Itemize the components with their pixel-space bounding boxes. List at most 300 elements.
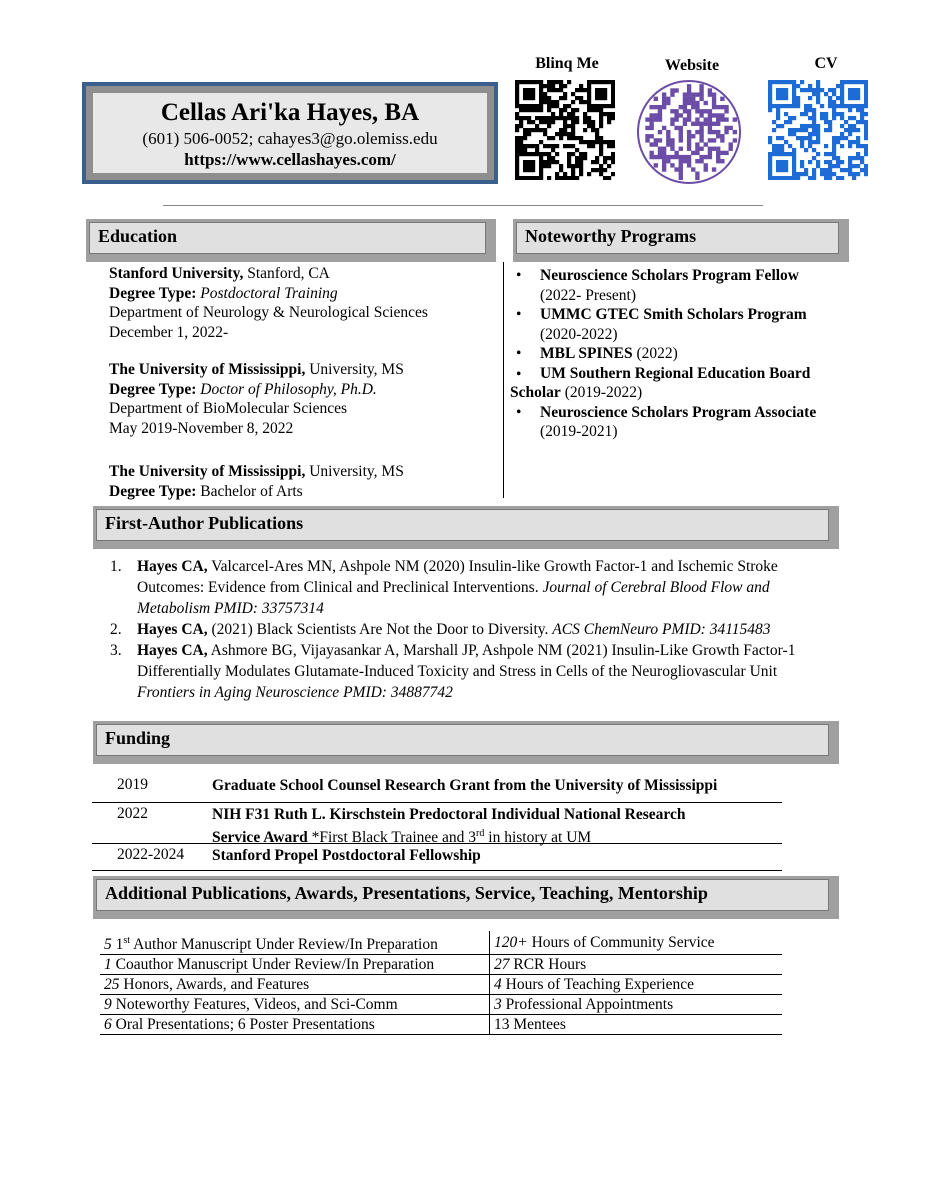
qr-module	[772, 148, 776, 152]
qr-module	[708, 109, 712, 113]
qr-module	[547, 164, 551, 168]
qr-module	[539, 84, 543, 88]
qr-module	[591, 108, 595, 112]
qr-module	[699, 155, 703, 159]
qr-module	[768, 100, 772, 104]
qr-module	[712, 167, 716, 171]
qr-module	[788, 104, 792, 108]
qr-module	[674, 155, 678, 159]
qr-module	[852, 140, 856, 144]
qr-module	[535, 148, 539, 152]
qr-module	[547, 84, 551, 88]
qr-module	[792, 164, 796, 168]
qr-module	[699, 113, 703, 117]
qr-module	[704, 155, 708, 159]
qr-module	[679, 113, 683, 117]
qr-module	[575, 136, 579, 140]
qr-module	[527, 128, 531, 132]
qr-module	[864, 172, 868, 176]
qr-module	[579, 84, 583, 88]
qr-module	[571, 100, 575, 104]
qr-module	[848, 164, 852, 168]
qr-module	[567, 104, 571, 108]
qr-module	[658, 147, 662, 151]
qr-module	[708, 113, 712, 117]
qr-code-website[interactable]	[637, 80, 741, 184]
qr-module	[527, 144, 531, 148]
qr-module	[559, 168, 563, 172]
qr-module	[591, 160, 595, 164]
qr-module	[579, 136, 583, 140]
qr-module	[531, 176, 535, 180]
qr-module	[611, 80, 615, 84]
qr-module	[579, 96, 583, 100]
qr-module	[611, 144, 615, 148]
qr-module	[571, 124, 575, 128]
table-row: 6 Oral Presentations; 6 Poster Presentations 13 Mentees	[100, 1015, 782, 1035]
qr-module	[724, 105, 728, 109]
qr-module	[812, 140, 816, 144]
qr-module	[856, 140, 860, 144]
education-entry: Stanford University, Stanford, CA Degree Type: Postdoctoral Training Department of Neurology & Neurological Sciences December 1, 2022-	[109, 265, 428, 341]
qr-module	[784, 104, 788, 108]
qr-module	[674, 117, 678, 121]
qr-module	[792, 116, 796, 120]
name-card	[82, 82, 498, 184]
qr-module	[848, 156, 852, 160]
qr-module	[579, 140, 583, 144]
qr-module	[699, 138, 703, 142]
table-row: 5 1st Author Manuscript Under Review/In Preparation 120+ Hours of Community Service	[100, 931, 782, 955]
qr-module	[527, 120, 531, 124]
qr-module	[515, 104, 519, 108]
qr-module	[595, 160, 599, 164]
qr-module	[575, 160, 579, 164]
qr-module	[551, 88, 555, 92]
qr-module	[828, 100, 832, 104]
qr-module	[535, 104, 539, 108]
qr-module	[539, 128, 543, 132]
qr-module	[776, 80, 780, 84]
qr-module	[816, 96, 820, 100]
qr-module	[716, 130, 720, 134]
qr-module	[599, 108, 603, 112]
qr-module	[856, 80, 860, 84]
qr-module	[856, 156, 860, 160]
qr-module	[603, 80, 607, 84]
qr-module	[848, 108, 852, 112]
qr-code-cv[interactable]	[768, 80, 868, 180]
qr-module	[575, 156, 579, 160]
qr-module	[836, 160, 840, 164]
qr-module	[587, 172, 591, 176]
qr-module	[796, 136, 800, 140]
qr-module	[768, 160, 772, 164]
qr-code-blinq[interactable]	[515, 80, 615, 180]
qr-module	[523, 80, 527, 84]
qr-module	[776, 116, 780, 120]
qr-module	[679, 172, 683, 176]
qr-module	[836, 96, 840, 100]
qr-module	[607, 116, 611, 120]
qr-module	[712, 130, 716, 134]
qr-module	[683, 109, 687, 113]
qr-module	[792, 100, 796, 104]
qr-module	[776, 96, 780, 100]
qr-module	[864, 96, 868, 100]
qr-module	[683, 117, 687, 121]
qr-module	[816, 92, 820, 96]
qr-module	[816, 164, 820, 168]
qr-module	[848, 88, 852, 92]
qr-module	[864, 112, 868, 116]
qr-module	[860, 104, 864, 108]
qr-module	[666, 159, 670, 163]
qr-module	[695, 147, 699, 151]
qr-module	[519, 116, 523, 120]
qr-module	[864, 168, 868, 172]
qr-module	[543, 84, 547, 88]
qr-module	[768, 104, 772, 108]
qr-module	[539, 104, 543, 108]
qr-module	[812, 156, 816, 160]
qr-module	[539, 108, 543, 112]
qr-module	[848, 116, 852, 120]
qr-module	[712, 113, 716, 117]
qr-module	[519, 108, 523, 112]
list-item: 1. Hayes CA, Valcarcel-Ares MN, Ashpole NM (2020) Insulin-like Growth Factor-1 and Ischemic Stroke Outcomes: Evidence from Clinical and Preclinical Interventions. Journal of Cerebral Blood Flow and Metabolism PMID: 33757314	[110, 558, 778, 617]
qr-module	[515, 156, 519, 160]
qr-module	[559, 80, 563, 84]
qr-module	[563, 116, 567, 120]
qr-module	[780, 148, 784, 152]
qr-module	[679, 155, 683, 159]
qr-module	[712, 105, 716, 109]
qr-module	[704, 167, 708, 171]
qr-module	[515, 112, 519, 116]
qr-module	[840, 112, 844, 116]
qr-module	[551, 156, 555, 160]
qr-module	[599, 168, 603, 172]
qr-module	[683, 155, 687, 159]
qr-module	[832, 140, 836, 144]
qr-module	[780, 92, 784, 96]
qr-module	[515, 100, 519, 104]
list-item: • MBL SPINES (2022)	[516, 345, 678, 362]
qr-module	[563, 108, 567, 112]
qr-module	[840, 100, 844, 104]
qr-module	[595, 88, 599, 92]
qr-module	[792, 176, 796, 180]
qr-module	[583, 120, 587, 124]
qr-module	[687, 147, 691, 151]
qr-module	[571, 152, 575, 156]
qr-module	[812, 112, 816, 116]
qr-module	[543, 152, 547, 156]
qr-module	[607, 176, 611, 180]
qr-module	[611, 152, 615, 156]
qr-module	[852, 128, 856, 132]
qr-module	[804, 128, 808, 132]
qr-module	[539, 172, 543, 176]
qr-module	[716, 134, 720, 138]
qr-module	[856, 96, 860, 100]
qr-module	[555, 172, 559, 176]
table-row: 1 Coauthor Manuscript Under Review/In Preparation 27 RCR Hours	[100, 955, 782, 975]
qr-module	[832, 116, 836, 120]
qr-module	[716, 117, 720, 121]
qr-module	[523, 136, 527, 140]
qr-module	[547, 124, 551, 128]
qr-module	[800, 160, 804, 164]
qr-module	[662, 159, 666, 163]
qr-module	[699, 122, 703, 126]
qr-module	[599, 80, 603, 84]
qr-module	[551, 112, 555, 116]
qr-module	[840, 92, 844, 96]
qr-module	[699, 130, 703, 134]
qr-module	[527, 116, 531, 120]
qr-module	[555, 160, 559, 164]
qr-module	[776, 136, 780, 140]
qr-module	[649, 105, 653, 109]
qr-module	[824, 176, 828, 180]
qr-module	[808, 88, 812, 92]
qr-module	[603, 96, 607, 100]
qr-module	[712, 97, 716, 101]
qr-module	[559, 112, 563, 116]
qr-module	[515, 172, 519, 176]
qr-module	[840, 144, 844, 148]
qr-module	[824, 116, 828, 120]
qr-module	[658, 117, 662, 121]
qr-module	[828, 152, 832, 156]
qr-module	[784, 176, 788, 180]
qr-module	[603, 168, 607, 172]
qr-module	[724, 130, 728, 134]
qr-module	[704, 101, 708, 105]
qr-module	[699, 97, 703, 101]
qr-module	[864, 88, 868, 92]
qr-module	[695, 101, 699, 105]
qr-module	[852, 116, 856, 120]
qr-module	[515, 140, 519, 144]
qr-module	[591, 144, 595, 148]
qr-module	[539, 96, 543, 100]
qr-module	[836, 140, 840, 144]
qr-module	[792, 92, 796, 96]
publications-list	[110, 556, 810, 703]
qr-module	[848, 132, 852, 136]
qr-module	[587, 108, 591, 112]
qr-module	[804, 124, 808, 128]
qr-module	[695, 172, 699, 176]
qr-module	[832, 148, 836, 152]
qr-module	[535, 108, 539, 112]
qr-module	[519, 144, 523, 148]
qr-module	[796, 128, 800, 132]
qr-module	[583, 88, 587, 92]
qr-module	[591, 120, 595, 124]
qr-module	[515, 84, 519, 88]
qr-module	[531, 80, 535, 84]
qr-module	[563, 172, 567, 176]
website-link[interactable]: https://www.cellashayes.com/	[184, 150, 396, 169]
qr-module	[708, 155, 712, 159]
qr-module	[691, 92, 695, 96]
qr-module	[772, 120, 776, 124]
qr-module	[649, 122, 653, 126]
qr-module	[772, 104, 776, 108]
qr-module	[800, 88, 804, 92]
qr-module	[551, 116, 555, 120]
qr-module	[724, 117, 728, 121]
qr-module	[792, 172, 796, 176]
list-item: • UM Southern Regional Education Board Scholar (2019-2022)	[510, 364, 811, 401]
qr-module	[832, 92, 836, 96]
qr-module	[527, 104, 531, 108]
qr-module	[812, 108, 816, 112]
qr-module	[768, 108, 772, 112]
qr-module	[515, 116, 519, 120]
qr-module	[788, 132, 792, 136]
qr-module	[531, 164, 535, 168]
qr-module	[816, 84, 820, 88]
qr-module	[571, 136, 575, 140]
qr-module	[649, 113, 653, 117]
qr-module	[575, 108, 579, 112]
qr-module	[768, 152, 772, 156]
qr-module	[603, 88, 607, 92]
qr-module	[828, 164, 832, 168]
qr-module	[583, 116, 587, 120]
qr-module	[543, 120, 547, 124]
qr-module	[527, 96, 531, 100]
qr-module	[816, 124, 820, 128]
qr-module	[563, 144, 567, 148]
qr-module	[687, 159, 691, 163]
qr-module	[848, 104, 852, 108]
qr-module	[670, 163, 674, 167]
qr-module	[527, 132, 531, 136]
qr-module	[567, 164, 571, 168]
qr-module	[864, 144, 868, 148]
qr-module	[567, 112, 571, 116]
qr-module	[836, 156, 840, 160]
qr-module	[555, 88, 559, 92]
qr-module	[804, 112, 808, 116]
qr-module	[559, 128, 563, 132]
qr-module	[649, 155, 653, 159]
qr-module	[666, 142, 670, 146]
qr-module	[808, 160, 812, 164]
qr-module	[658, 105, 662, 109]
qr-module	[555, 100, 559, 104]
qr-module	[704, 109, 708, 113]
qr-module	[864, 124, 868, 128]
qr-module	[836, 136, 840, 140]
qr-module	[792, 152, 796, 156]
qr-module	[792, 96, 796, 100]
qr-module	[808, 124, 812, 128]
qr-module	[539, 160, 543, 164]
qr-module	[804, 172, 808, 176]
qr-module	[812, 120, 816, 124]
qr-module	[800, 172, 804, 176]
qr-module	[611, 172, 615, 176]
qr-module	[808, 104, 812, 108]
qr-module	[527, 88, 531, 92]
qr-module	[571, 164, 575, 168]
qr-module	[611, 96, 615, 100]
qr-module	[776, 160, 780, 164]
qr-module	[768, 164, 772, 168]
qr-module	[611, 140, 615, 144]
qr-module	[599, 120, 603, 124]
qr-module	[808, 132, 812, 136]
qr-module	[788, 152, 792, 156]
qr-module	[816, 152, 820, 156]
qr-module	[828, 172, 832, 176]
qr-module	[852, 156, 856, 160]
qr-module	[864, 104, 868, 108]
qr-module	[607, 144, 611, 148]
qr-module	[595, 132, 599, 136]
qr-module	[828, 120, 832, 124]
qr-module	[716, 159, 720, 163]
qr-module	[547, 108, 551, 112]
qr-module	[595, 80, 599, 84]
qr-module	[563, 128, 567, 132]
qr-module	[567, 132, 571, 136]
qr-module	[712, 138, 716, 142]
qr-module	[583, 128, 587, 132]
qr-module	[840, 84, 844, 88]
qr-module	[832, 164, 836, 168]
qr-module	[551, 100, 555, 104]
qr-module	[555, 176, 559, 180]
qr-module	[531, 160, 535, 164]
qr-module	[687, 101, 691, 105]
qr-module	[804, 108, 808, 112]
qr-module	[840, 176, 844, 180]
qr-module	[708, 130, 712, 134]
qr-module	[836, 112, 840, 116]
qr-module	[796, 96, 800, 100]
qr-module	[527, 164, 531, 168]
qr-module	[599, 136, 603, 140]
qr-module	[670, 109, 674, 113]
qr-module	[864, 132, 868, 136]
qr-module	[824, 168, 828, 172]
qr-module	[645, 138, 649, 142]
qr-module	[808, 116, 812, 120]
qr-module	[832, 136, 836, 140]
qr-module	[595, 156, 599, 160]
qr-module	[674, 126, 678, 130]
contact-info: (601) 506-0052; cahayes3@go.olemiss.edu	[142, 129, 438, 148]
qr-module	[780, 176, 784, 180]
qr-module	[852, 124, 856, 128]
qr-module	[812, 116, 816, 120]
qr-module	[649, 151, 653, 155]
qr-module	[864, 80, 868, 84]
qr-module	[611, 88, 615, 92]
qr-module	[611, 156, 615, 160]
qr-module	[515, 124, 519, 128]
qr-module	[662, 105, 666, 109]
qr-label-blinq: Blinq Me	[535, 55, 599, 72]
